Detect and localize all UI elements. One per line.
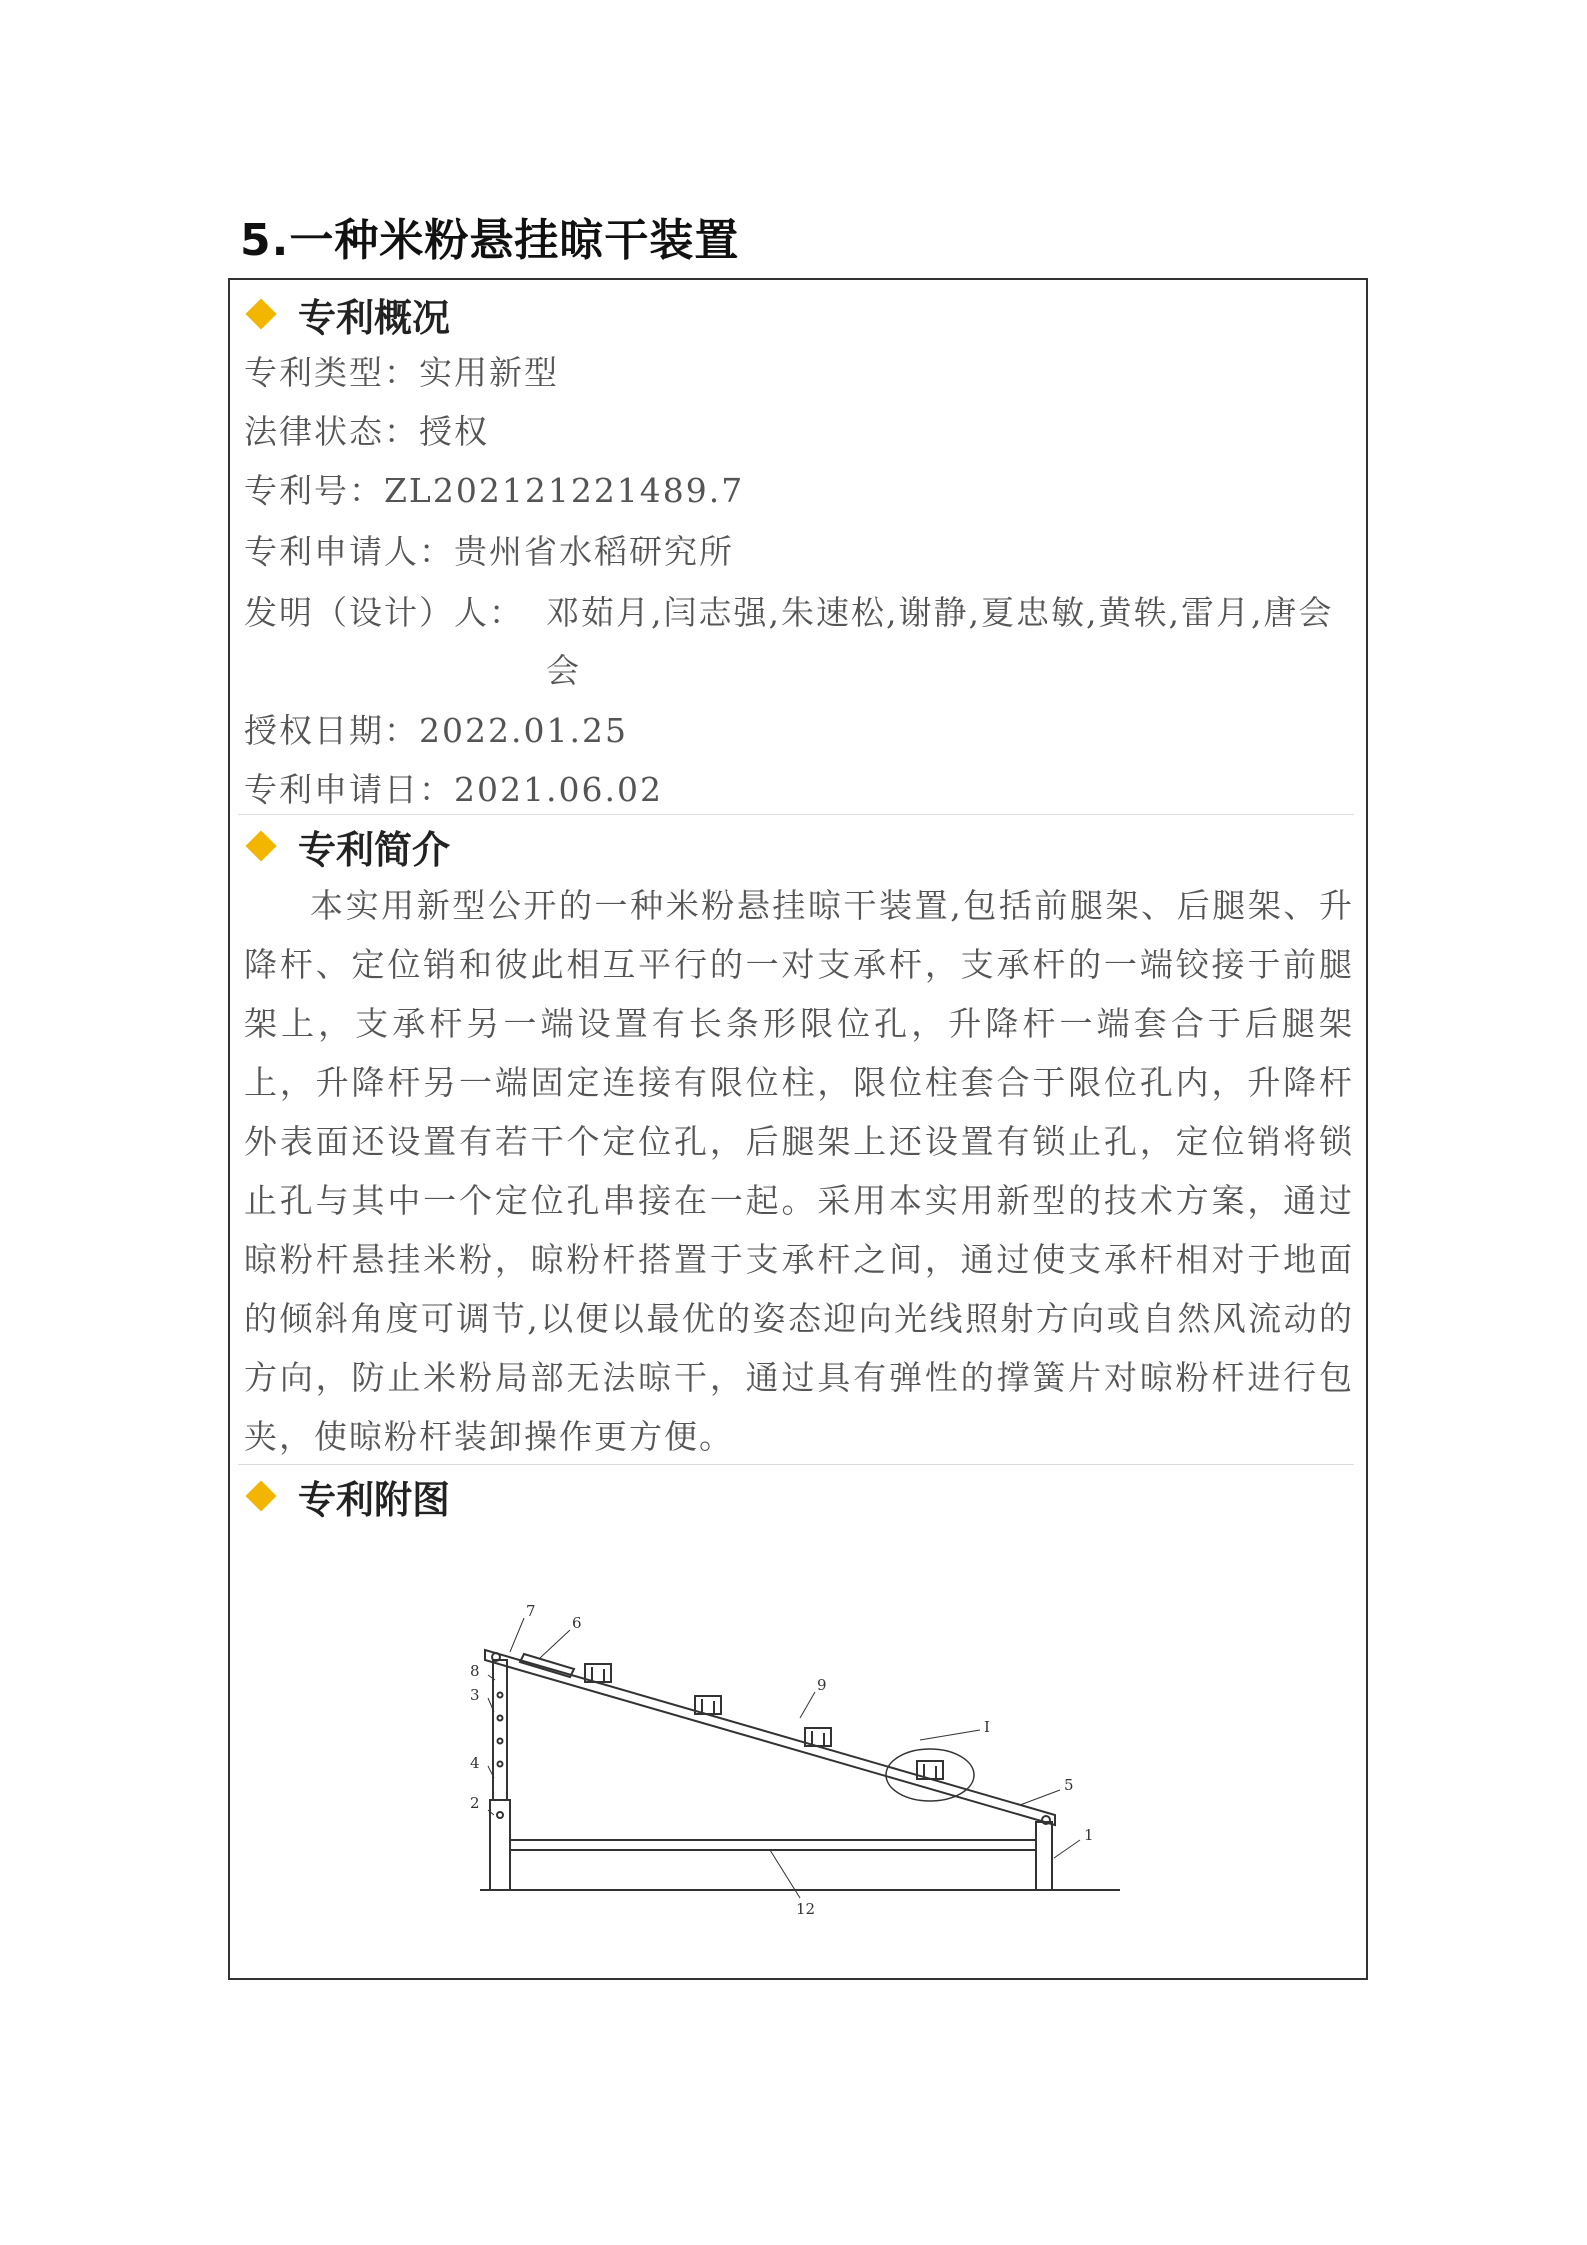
apply-date-value: 2021.06.02 — [454, 770, 663, 809]
positioning-hole — [498, 1693, 503, 1698]
patent-number-value: ZL202121221489.7 — [384, 471, 745, 510]
page-title: 5.一种米粉悬挂晾干装置 — [240, 215, 740, 266]
applicant-value: 贵州省水稻研究所 — [454, 532, 734, 571]
applicant-label: 专利申请人： — [244, 532, 454, 571]
inventors-label: 发明（设计）人： — [244, 593, 524, 632]
part-label-4: 4 — [470, 1754, 480, 1772]
grant-date-label: 授权日期： — [244, 711, 419, 750]
grant-date-value: 2022.01.25 — [419, 711, 628, 750]
part-label-6: 6 — [572, 1614, 582, 1632]
part-label-12: 12 — [796, 1900, 816, 1918]
section-figure-header — [244, 1466, 450, 1526]
summary-text: 本实用新型公开的一种米粉悬挂晾干装置,包括前腿架、后腿架、升降杆、定位销和彼此相互平行的一对支承杆，支承杆的一端铰接于前腿架上，支承杆另一端设置有长条形限位孔，升降杆一端套合于后腿架上，升降杆另一端固定连接有限位柱，限位柱套合于限位孔内，升降杆外表面还设置有若干个定位孔，后腿架上还设置有锁止孔，定位销将锁止孔与其中一个定位孔串接在一起。采用本实用新型的技术方案，通过晾粉杆悬挂米粉，晾粉杆搭置于支承杆之间，通过使支承杆相对于地面的倾斜角度可调节,以便以最优的姿态迎向光线照射方向或自然风流动的方向，防止米粉局部无法晾干，通过具有弹性的撑簧片对晾粉杆进行包夹，使晾粉杆装卸操作更方便。 — [244, 886, 1354, 1456]
patent-number-row — [244, 462, 744, 520]
apply-date-label: 专利申请日： — [244, 770, 454, 809]
patent-type-label: 专利类型： — [244, 353, 419, 392]
part-label-1: 1 — [1084, 1826, 1094, 1844]
legal-status-label: 法律状态： — [244, 412, 419, 451]
detail-circle — [886, 1749, 974, 1801]
section-overview-header — [244, 284, 450, 344]
positioning-hole — [498, 1716, 503, 1721]
patent-number-label: 专利号： — [244, 471, 384, 510]
section-overview-title: 专利概况 — [298, 295, 451, 340]
rear-leg — [490, 1800, 510, 1890]
part-label-3: 3 — [470, 1686, 480, 1704]
lifting-rod — [493, 1660, 507, 1800]
legal-status-value: 授权 — [419, 412, 489, 451]
section-summary-title: 专利简介 — [298, 827, 451, 872]
part-label-5: 5 — [1064, 1776, 1074, 1794]
legal-status-row — [244, 403, 489, 461]
part-label-I: I — [984, 1718, 990, 1736]
section-figure-title: 专利附图 — [298, 1477, 451, 1522]
part-label-7: 7 — [526, 1602, 536, 1620]
section-summary-header — [244, 816, 450, 876]
section-divider — [238, 814, 1354, 815]
patent-drawing — [470, 1600, 1160, 1920]
part-label-8: 8 — [470, 1662, 480, 1680]
part-label-9: 9 — [817, 1676, 827, 1694]
part-label-2: 2 — [470, 1794, 480, 1812]
applicant-row — [244, 523, 734, 581]
inventors-value: 邓茹月,闫志强,朱速松,谢静,夏忠敏,黄轶,雷月,唐会会 — [546, 593, 1334, 690]
front-leg — [1036, 1822, 1052, 1890]
diamond-bullet-icon — [245, 830, 276, 861]
diamond-bullet-icon — [245, 1480, 276, 1511]
section-divider — [238, 1464, 1354, 1465]
patent-card — [228, 278, 1368, 1980]
patent-type-value: 实用新型 — [419, 353, 559, 392]
positioning-hole — [498, 1762, 503, 1767]
diamond-bullet-icon — [245, 298, 276, 329]
apply-date-row — [244, 761, 663, 819]
grant-date-row — [244, 702, 628, 760]
patent-type-row — [244, 344, 559, 402]
lock-hole — [497, 1812, 503, 1818]
positioning-hole — [498, 1739, 503, 1744]
